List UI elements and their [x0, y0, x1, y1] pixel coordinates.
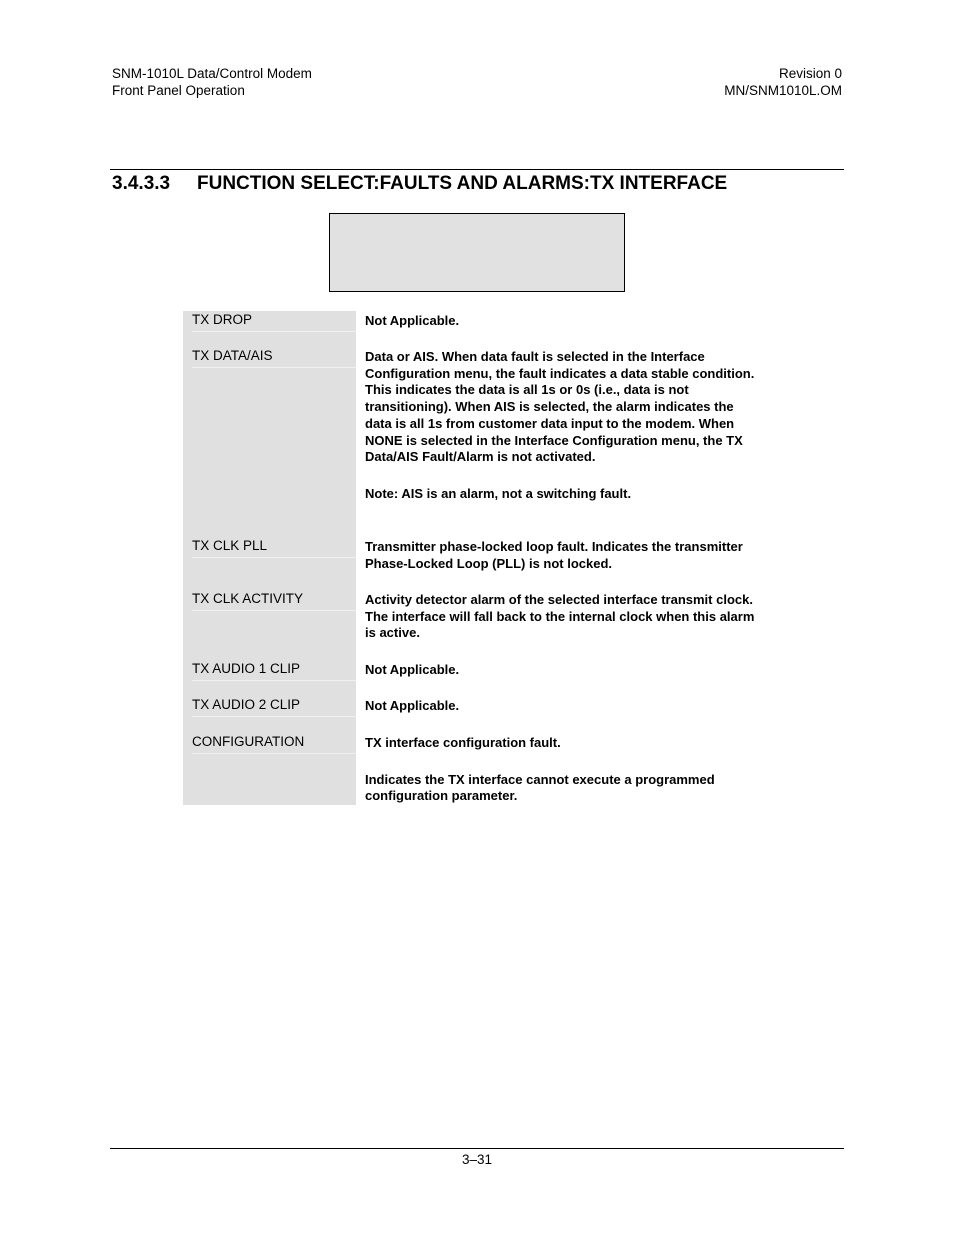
table-row: [183, 733, 763, 805]
fault-name-cell: TX DATA/AIS: [183, 347, 356, 537]
table-row: [183, 660, 763, 696]
page-header-right: [724, 66, 842, 99]
page-number: 3–31: [461, 1152, 493, 1167]
fault-description: Transmitter phase-locked loop fault. Indicates the transmitter Phase-Locked Loop (PLL) is not locked.: [365, 539, 743, 571]
section-number: 3.4.3.3: [112, 173, 171, 194]
doc-chapter: Front Panel Operation: [112, 82, 245, 98]
fault-name-cell: TX CLK ACTIVITY: [183, 590, 356, 660]
fault-name-cell: TX AUDIO 2 CLIP: [183, 696, 356, 733]
footer-divider: [110, 1148, 844, 1149]
table-row: [183, 696, 763, 733]
page-header-left: [112, 66, 312, 99]
fault-description: Not Applicable.: [365, 698, 460, 713]
fault-description: Not Applicable.: [365, 313, 460, 328]
section-divider: [110, 169, 844, 170]
fault-definition-table: [183, 311, 763, 805]
table-row: [183, 347, 763, 537]
section-title: FUNCTION SELECT:FAULTS AND ALARMS:TX INTERFACE: [197, 173, 728, 194]
table-row: [183, 311, 763, 347]
fault-name-cell: TX DROP: [183, 311, 356, 347]
section-heading: [112, 172, 727, 196]
table-row: [183, 537, 763, 590]
fault-description: Not Applicable.: [365, 662, 460, 677]
fault-description: Activity detector alarm of the selected interface transmit clock. The interface will fall back to the internal clock when this alarm is active.: [365, 592, 755, 641]
fault-name-cell: TX CLK PLL: [183, 537, 356, 590]
fault-name-cell: TX AUDIO 1 CLIP: [183, 660, 356, 696]
fault-description: TX interface configuration fault. Indicates the TX interface cannot execute a programmed configuration parameter.: [365, 735, 715, 804]
lcd-display-box: [329, 213, 625, 292]
doc-part-number: MN/SNM1010L.OM: [724, 82, 842, 98]
fault-description: Data or AIS. When data fault is selected in the Interface Configuration menu, the fault indicates a data stable condition. This indicates the data is all 1s or 0s (i.e., data is not transitioning). When AIS is selected, the alarm indicates the data is all 1s from customer data input to the modem. When NONE is selected in the Interface Configuration menu, the TX Data/AIS Fault/Alarm is not activated. Note: AIS is an alarm, not a switching fault.: [365, 349, 755, 501]
doc-title: SNM-1010L Data/Control Modem: [112, 66, 312, 81]
table-row: [183, 590, 763, 660]
fault-name-cell: CONFIGURATION: [183, 733, 356, 805]
doc-revision: Revision 0: [778, 66, 842, 81]
